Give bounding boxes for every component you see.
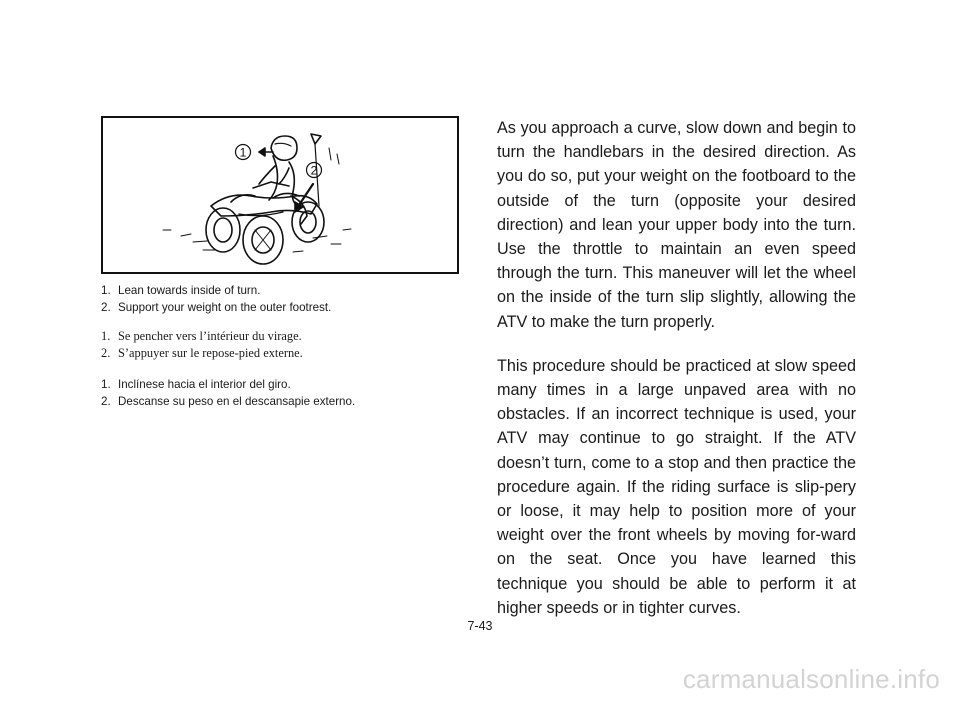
- caption-text: Support your weight on the outer footrest.: [118, 301, 332, 314]
- atv-rider-drawing: [103, 118, 457, 272]
- atv-turning-illustration: [101, 116, 459, 274]
- captions-english: [101, 282, 481, 316]
- caption-item: [101, 299, 481, 316]
- caption-item: [101, 393, 481, 410]
- callout-1-label: 1: [239, 145, 247, 160]
- caption-number: 2.: [101, 346, 111, 360]
- caption-item: [101, 328, 481, 345]
- callout-2-label: 2: [310, 163, 318, 178]
- caption-item: [101, 376, 481, 393]
- caption-text: Se pencher vers l’intérieur du virage.: [118, 329, 302, 343]
- watermark: carmanualsonline.info: [682, 664, 940, 694]
- page-number: 7-43: [467, 619, 493, 633]
- caption-number: 1.: [101, 329, 111, 343]
- caption-text: Inclínese hacia el interior del giro.: [118, 378, 291, 391]
- caption-text: Descanse su peso en el descansapie externo.: [118, 395, 356, 408]
- captions-spanish: [101, 376, 481, 410]
- caption-number: 2.: [101, 301, 111, 314]
- caption-number: 2.: [101, 395, 111, 408]
- captions-french: [101, 328, 481, 362]
- caption-item: [101, 282, 481, 299]
- paragraph-approach-curve: As you approach a curve, slow down and begin to turn the handlebars in the desired direction. As you do so, put your weight on the footboard to the outside of the turn (opposite your desired direction) and lean your upper body into the turn. Use the throttle to maintain an even speed through the turn. This maneuver will let the wheel on the inside of the turn slip slightly, allowing the ATV to make the turn properly.: [497, 119, 856, 331]
- caption-text: Lean towards inside of turn.: [118, 284, 261, 297]
- caption-text: S’appuyer sur le repose-pied externe.: [118, 346, 303, 360]
- caption-number: 1.: [101, 378, 111, 391]
- paragraph-practice: This procedure should be practiced at slow speed many times in a large unpaved area with no obstacles. If an incorrect technique is used, your ATV may continue to go straight. If the ATV doesn’t turn, come to a stop and then practice the procedure again. If the riding surface is slip-pery or loose, it may help to position more of your weight over the front wheels by moving for-ward on the seat. Once you have learned this technique you should be able to perform it at higher speeds or in tighter curves.: [497, 356, 856, 617]
- caption-item: [101, 345, 481, 362]
- caption-number: 1.: [101, 284, 111, 297]
- figure-captions: [101, 282, 481, 422]
- instruction-text: [497, 116, 856, 640]
